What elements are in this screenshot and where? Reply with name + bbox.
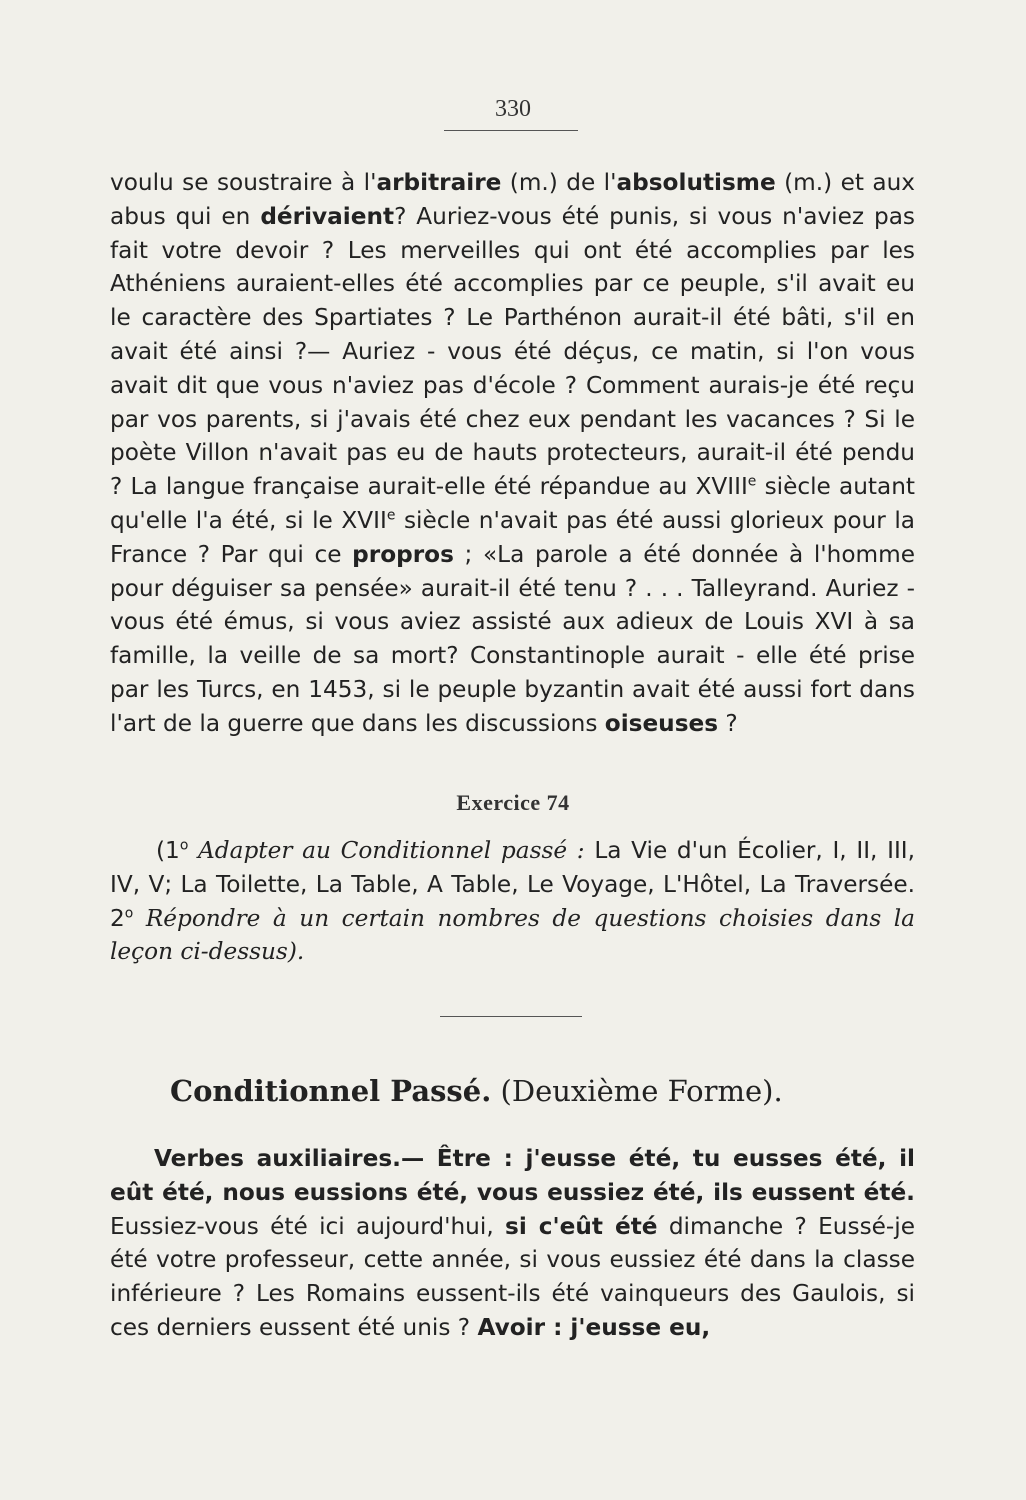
section-divider (440, 1016, 582, 1017)
paragraph-auxiliary-verbs: Verbes auxiliaires.— Être : j'eusse été, tu eusses été, il eût été, nous eussions été, vous eussiez été, ils eussent été. Eussiez-vous été ici aujourd'hui, si c'eût été dimanche ? Eussé-je été votre professeur, cette année, si vous eussiez été dans la classe inférieure ? Les Romains eussent-ils été vainqueurs des Gaulois, si ces derniers eussent été unis ? Avoir : j'eusse eu, (110, 1145, 915, 1341)
page-number: 330 (495, 96, 531, 122)
section-title: Conditionnel Passé. (Deuxième Forme). (170, 1074, 783, 1108)
exercise-instructions: (1$^o$ Adapter au Conditionnel passé : La Vie d'un Écolier, I, II, III, IV, V; La Toilette, La Table, A Table, Le Voyage, L'Hôtel, La Traversée. 2$^o$ Répondre à un certain nombres de questions choisies dans la leçon ci-dessus). (110, 837, 916, 966)
page-number-rule (444, 130, 578, 131)
paragraph-conditional-questions: voulu se soustraire à l'arbitraire (m.) de l'absolutisme (m.) et aux abus qui en dérivaient? Auriez-vous été punis, si vous n'aviez pas fait votre devoir ? Les merveilles qui ont été accomplies par les Athéniens auraient-elles été accomplies par ce peuple, s'il avait eu le caractère des Spartiates ? Le Parthénon aurait-il été bâti, s'il en avait été ainsi ?— Auriez - vous été déçus, ce matin, si l'on vous avait dit que vous n'aviez pas d'école ? Comment aurais-je été reçu par vos parents, si j'avais été chez eux pendant les vacances ? Si le poète Villon n'avait pas eu de hauts protecteurs, aurait-il été pendu ? La langue française aurait-elle été répandue au XVIIIe siècle autant qu'elle l'a été, si le XVIIe siècle n'avait pas été aussi glorieux pour la France ? Par qui ce propros ; «La parole a été donnée à l'homme pour déguiser sa pensée» aurait-il été tenu ? . . . Talleyrand. Auriez - vous été émus, si vous aviez assisté aux adieux de Louis XVI à sa famille, la veille de sa mort? Constantinople aurait - elle été prise par les Turcs, en 1453, si le peuple byzantin avait été aussi fort dans l'art de la guerre que dans les discussions oiseuses ? (110, 169, 916, 737)
exercise-title: Exercice 74 (456, 790, 570, 815)
